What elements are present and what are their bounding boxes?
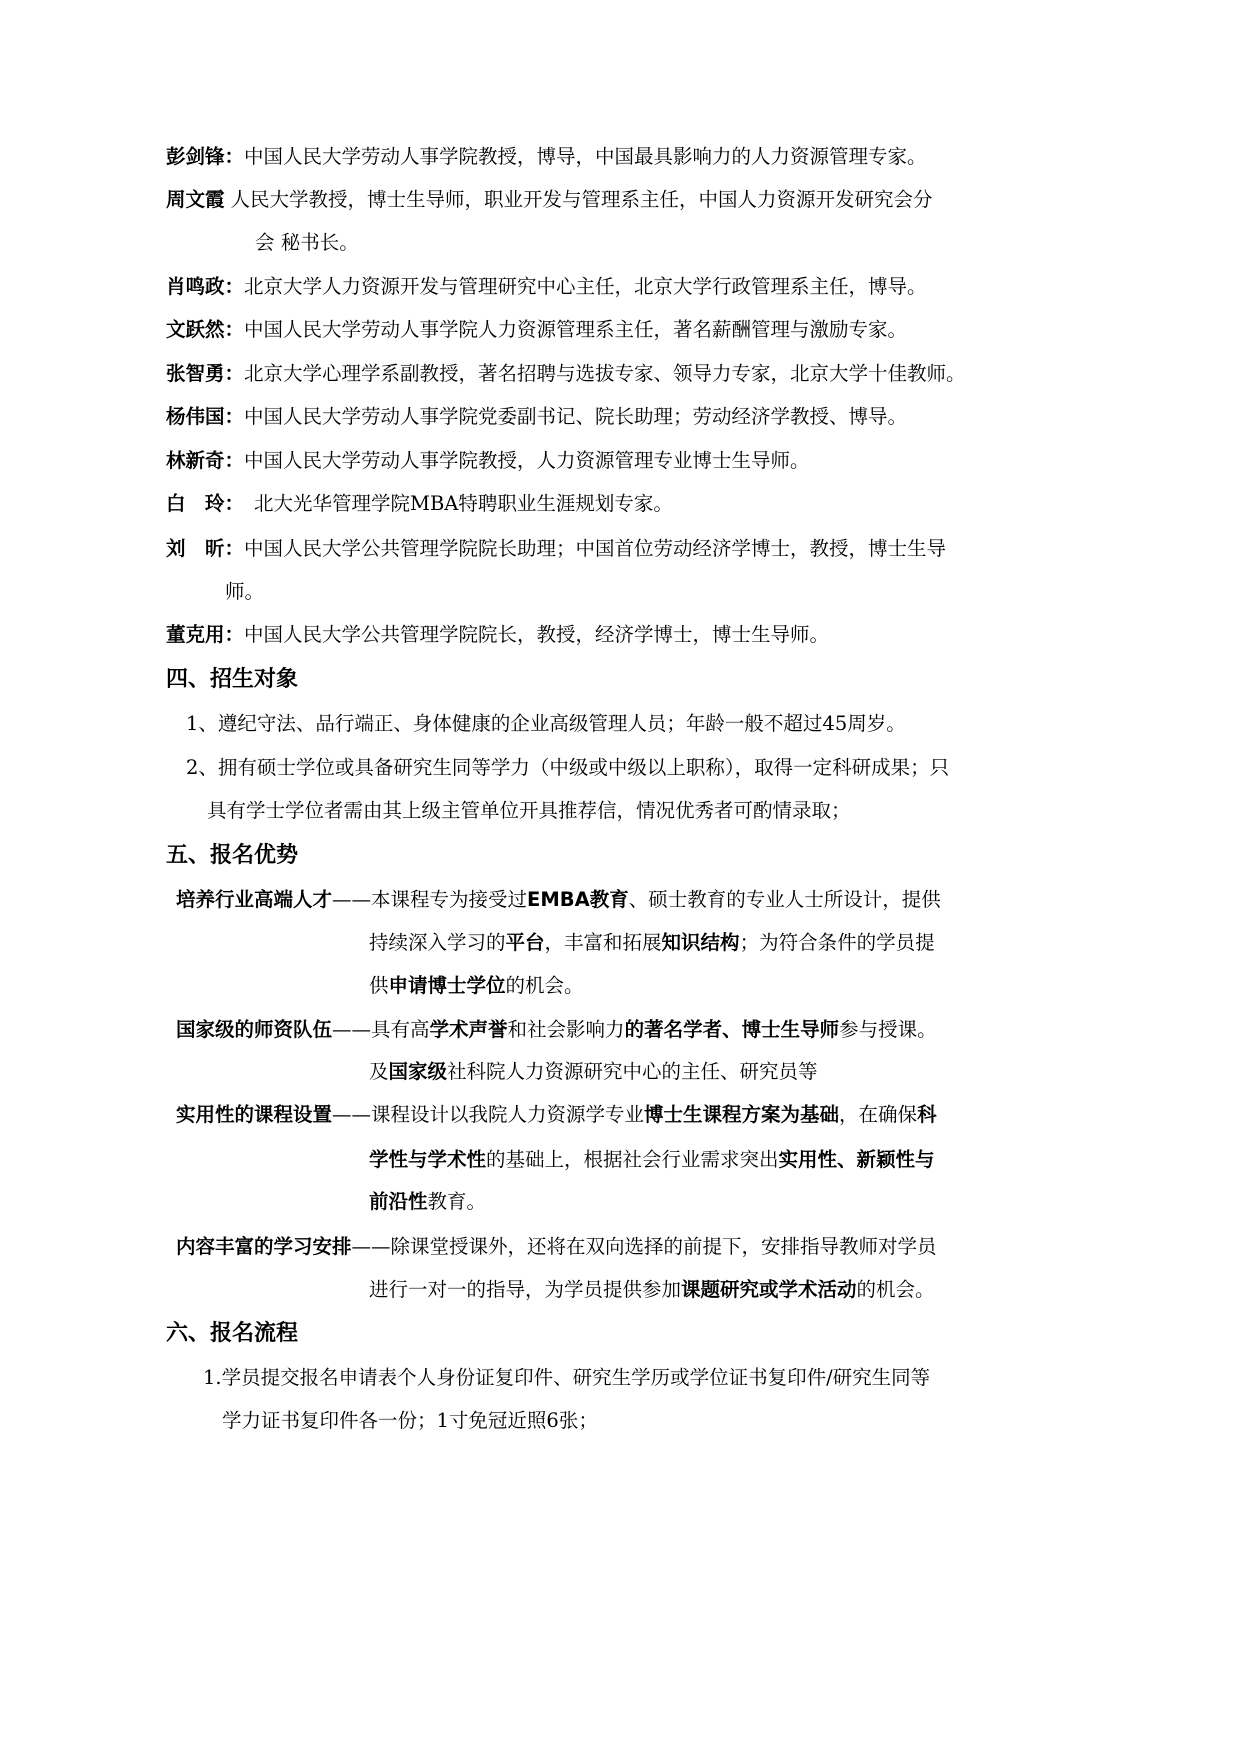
text-run: ；为符合条件的学员提: [739, 931, 935, 954]
emphasis-run: 实用性、新颖性与: [778, 1148, 935, 1171]
faculty-name: 周文霞: [166, 188, 225, 211]
advantage-continued: [369, 1276, 935, 1304]
faculty-name: 文跃然：: [166, 318, 245, 341]
emphasis-run: 博士生课程方案为基础: [644, 1103, 840, 1126]
advantage-item: [176, 1233, 937, 1261]
advantage-continued: [369, 1146, 935, 1174]
faculty-desc: 北京大学心理学系副教授，著名招聘与选拔专家、领导力专家，北京大学十佳教师。: [244, 362, 966, 385]
faculty-desc-continued: 会 秘书长。: [255, 231, 359, 254]
advantage-title: 内容丰富的学习安排: [176, 1235, 352, 1258]
emphasis-run: 国家级: [388, 1060, 448, 1083]
list-item: 2、拥有硕士学位或具备研究生同等学力（中级或中级以上职称），取得一定科研成果；只: [186, 756, 950, 779]
advantage-title: 国家级的师资队伍: [176, 1018, 333, 1041]
section-heading: 六、报名流程: [166, 1321, 299, 1346]
emphasis-run: 申请博士学位: [388, 974, 506, 997]
faculty-desc: 中国人民大学劳动人事学院教授，人力资源管理专业博士生导师。: [244, 449, 810, 472]
emphasis-run: 学术声誉: [429, 1018, 508, 1041]
advantage-item: [176, 1101, 937, 1129]
list-item: 1、遵纪守法、品行端正、身体健康的企业高级管理人员；年龄一般不超过45周岁。: [186, 712, 906, 735]
text-run: 的机会。: [856, 1278, 935, 1301]
faculty-name: 林新奇：: [166, 449, 245, 472]
advantage-continued: [369, 929, 935, 957]
faculty-name: 彭剑锋：: [166, 145, 245, 168]
text-run: 、硕士教育的专业人士所设计，提供: [628, 888, 941, 911]
section-heading: 四、招生对象: [166, 667, 299, 692]
emphasis-run: 前沿性: [369, 1190, 428, 1213]
faculty-entry: [166, 273, 927, 301]
faculty-name: 刘 昕：: [166, 537, 245, 560]
text-run: ，在确保: [839, 1103, 918, 1126]
section-heading: 五、报名优势: [166, 843, 299, 868]
list-item-continued: 具有学士学位者需由其上级主管单位开具推荐信，情况优秀者可酌情录取；: [207, 799, 851, 822]
faculty-entry: [166, 403, 907, 431]
text-run: 具有高: [371, 1018, 430, 1041]
faculty-name: 董克用：: [166, 623, 245, 646]
faculty-name: 张智勇：: [166, 362, 245, 385]
advantage-item: [176, 886, 941, 914]
faculty-entry: [166, 360, 966, 388]
dash: ——: [332, 1018, 372, 1041]
faculty-desc: 人民大学教授，博士生导师，职业开发与管理系主任，中国人力资源开发研究会分: [230, 188, 933, 211]
faculty-desc-continued: 师。: [225, 580, 265, 603]
faculty-entry: [166, 621, 829, 649]
text-run: ，丰富和拓展: [544, 931, 662, 954]
text-run: 持续深入学习的: [369, 931, 506, 954]
dash: ——: [332, 888, 372, 911]
faculty-desc: 中国人民大学公共管理学院院长助理；中国首位劳动经济学博士，教授，博士生导: [244, 537, 947, 560]
faculty-entry: [166, 535, 946, 563]
text-run: 社科院人力资源研究中心的主任、研究员等: [447, 1060, 818, 1083]
emphasis-run: 科: [917, 1103, 937, 1126]
list-item-continued: 学力证书复印件各一份；1寸免冠近照6张；: [222, 1409, 598, 1432]
faculty-desc: 中国人民大学劳动人事学院教授，博导，中国最具影响力的人力资源管理专家。: [244, 145, 927, 168]
text-run: 课程设计以我院人力资源学专业: [371, 1103, 645, 1126]
list-item: 1.学员提交报名申请表个人身份证复印件、研究生学历或学位证书复印件/研究生同等: [203, 1366, 931, 1389]
advantage-continued: [369, 1058, 818, 1086]
dash: ——: [351, 1235, 391, 1258]
text-run: 本课程专为接受过: [371, 888, 528, 911]
text-run: 进行一对一的指导，为学员提供参加: [369, 1278, 682, 1301]
faculty-desc: 中国人民大学劳动人事学院人力资源管理系主任，著名薪酬管理与激励专家。: [244, 318, 908, 341]
advantage-title: 实用性的课程设置: [176, 1103, 333, 1126]
faculty-desc: 北大光华管理学院MBA特聘职业生涯规划专家。: [254, 492, 673, 515]
faculty-entry: [166, 316, 907, 344]
faculty-name: 白 玲：: [166, 492, 245, 515]
emphasis-run: EMBA教育: [527, 888, 629, 911]
advantage-continued: [369, 1188, 486, 1216]
text-run: 及: [369, 1060, 389, 1083]
faculty-entry: [166, 447, 810, 475]
faculty-entry: [166, 143, 927, 171]
faculty-desc: 中国人民大学公共管理学院院长，教授，经济学博士，博士生导师。: [244, 623, 830, 646]
emphasis-run: 课题研究或学术活动: [681, 1278, 857, 1301]
emphasis-run: 的著名学者、博士生导师: [624, 1018, 840, 1041]
faculty-name: 肖鸣政：: [166, 275, 245, 298]
advantage-continued: [369, 972, 584, 1000]
text-run: 的机会。: [505, 974, 584, 997]
dash: ——: [332, 1103, 372, 1126]
advantage-item: [176, 1016, 937, 1044]
faculty-desc: 北京大学人力资源开发与管理研究中心主任，北京大学行政管理系主任，博导。: [244, 275, 927, 298]
text-run: 的基础上，根据社会行业需求突出: [486, 1148, 779, 1171]
text-run: 教育。: [427, 1190, 487, 1213]
emphasis-run: 知识结构: [661, 931, 740, 954]
faculty-desc: 中国人民大学劳动人事学院党委副书记、院长助理；劳动经济学教授、博导。: [244, 405, 908, 428]
text-run: 参与授课。: [839, 1018, 937, 1041]
text-run: 除课堂授课外，还将在双向选择的前提下，安排指导教师对学员: [390, 1235, 937, 1258]
faculty-name: 杨伟国：: [166, 405, 245, 428]
emphasis-run: 平台: [505, 931, 545, 954]
text-run: 供: [369, 974, 389, 997]
emphasis-run: 学性与学术性: [369, 1148, 487, 1171]
faculty-entry: [166, 490, 673, 518]
faculty-entry: [166, 186, 933, 214]
advantage-title: 培养行业高端人才: [176, 888, 333, 911]
text-run: 和社会影响力: [507, 1018, 625, 1041]
